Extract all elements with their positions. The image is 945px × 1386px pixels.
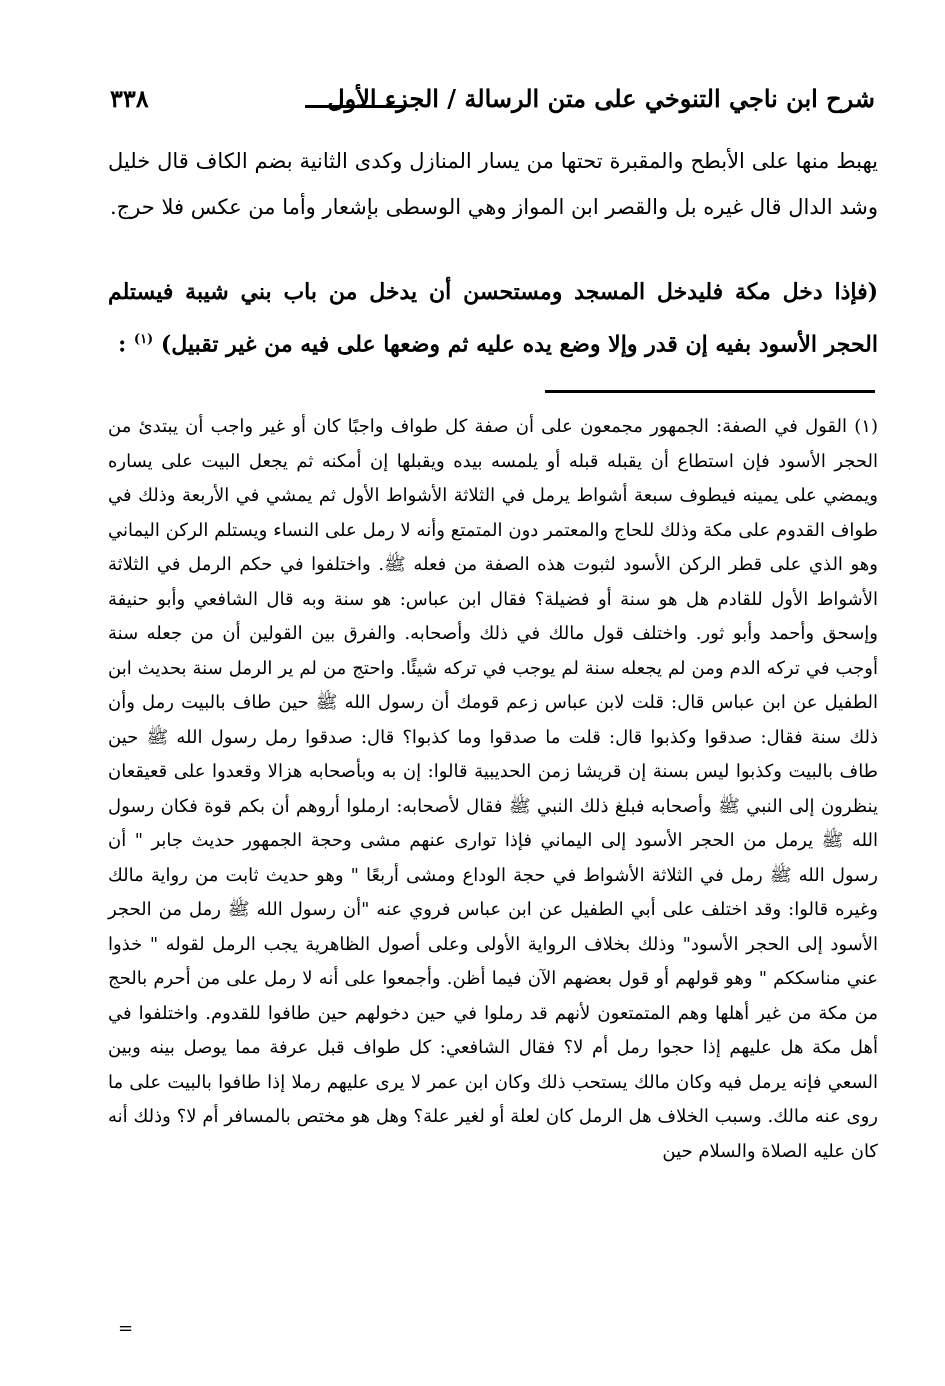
page-number: ٣٣٨	[110, 84, 149, 113]
header-rule	[305, 105, 405, 108]
footnote-reference: (١)	[133, 332, 154, 347]
main-text	[108, 138, 878, 230]
main-paragraph: يهبط منها على الأبطح والمقبرة تحتها من يسار المنازل وكدى الثانية بضم الكاف قال خليل وشد الدال قال غيره بل والقصر ابن المواز وهي الوسطى بإشعار وأما من عكس فلا حرج.	[108, 149, 878, 219]
footnote-marker: (١)	[854, 416, 878, 437]
running-title: شرح ابن ناجي التنوخي على متن الرسالة / الجزء الأول	[327, 84, 875, 113]
quote-trailing-colon: :	[118, 331, 127, 358]
footnote-separator	[545, 390, 875, 393]
footnote-text: القول في الصفة: الجمهور مجمعون على أن صفة كل طواف واجبًا كان أو غير واجب أن يبتدئ من الحجر الأسود فإن استطاع أن يقبله قبله أو يلمسه بيده ويقبلها إن أمكنه ثم يجعل البيت على يساره ويمضي على يمينه فيطوف سبعة أشواط يرمل في الثلاثة الأشواط الأول ثم يمشي في الأربعة وذلك في طواف القدوم على مكة وذلك للحاج والمعتمر دون المتمتع وأنه لا رمل على النساء ويستلم الركن اليماني وهو الذي على قطر الركن الأسود لثبوت هذه الصفة من فعله ﷺ. واختلفوا في حكم الرمل في الثلاثة الأشواط الأول للقادم هل هو سنة أو فضيلة؟ فقال ابن عباس: هو سنة وبه قال الشافعي وأبو حنيفة وإسحق وأحمد وأبو ثور. واختلف قول مالك في ذلك وأصحابه. والفرق بين القولين أن من جعله سنة أوجب في تركه الدم ومن لم يجعله سنة لم يوجب في تركه شيئًا. واحتج من لم ير الرمل سنة بحديث ابن الطفيل عن ابن عباس قال: قلت لابن عباس زعم قومك أن رسول الله ﷺ حين طاف بالبيت رمل وأن ذلك سنة فقال: صدقوا وكذبوا قال: قلت ما صدقوا وما كذبوا؟ قال: صدقوا رمل رسول الله ﷺ حين طاف بالبيت وكذبوا ليس بسنة إن قريشا زمن الحديبية قالوا: إن به وبأصحابه هزالا وقعدوا على قعيقعان ينظرون إلى النبي ﷺ وأصحابه فبلغ ذلك النبي ﷺ فقال لأصحابه: ارملوا أروهم أن بكم قوة فكان رسول الله ﷺ يرمل من الحجر الأسود إلى اليماني فإذا توارى عنهم مشى وحجة الجمهور حديث جابر " أن رسول الله ﷺ رمل في الثلاثة الأشواط في حجة الوداع ومشى أربعًا " وهو حديث ثابت من رواية مالك وغيره قالوا: وقد اختلف على أبي الطفيل عن ابن عباس فروي عنه "أن رسول الله ﷺ رمل من الحجر الأسود إلى الحجر الأسود" وذلك بخلاف الرواية الأولى وعلى أصول الظاهرية يجب الرمل لقوله " خذوا عني مناسككم " وهو قولهم أو قول بعضهم الآن فيما أظن. وأجمعوا على أنه لا رمل على من أحرم بالحج من مكة من غير أهلها وهم المتمتعون لأنهم قد رملوا في حين دخولهم حين طافوا للقدوم. واختلفوا في أهل مكة هل عليهم إذا حجوا رمل أم لا؟ فقال الشافعي: كل طواف قبل عرفة مما يوصل بينه وبين السعي فإنه يرمل فيه وكان مالك يستحب ذلك وكان ابن عمر لا يرى عليهم رملا إذا طافوا بالبيت على ما روى عنه مالك. وسبب الخلاف هل الرمل كان لعلة أو لغير علة؟ وهل هو مختص بالمسافر أم لا؟ وذلك أنه كان عليه الصلاة والسلام حين	[108, 416, 878, 1162]
page-header	[110, 82, 875, 128]
continuation-mark: =	[118, 1318, 134, 1339]
footnote-block	[108, 410, 878, 1169]
matn-quote	[108, 268, 878, 368]
quote-text: (فإذا دخل مكة فليدخل المسجد ومستحسن أن يدخل من باب بني شيبة فيستلم الحجر الأسود بفيه إن قدر وإلا وضع يده عليه ثم وضعها على فيه من غير تقبيل)	[108, 279, 878, 358]
